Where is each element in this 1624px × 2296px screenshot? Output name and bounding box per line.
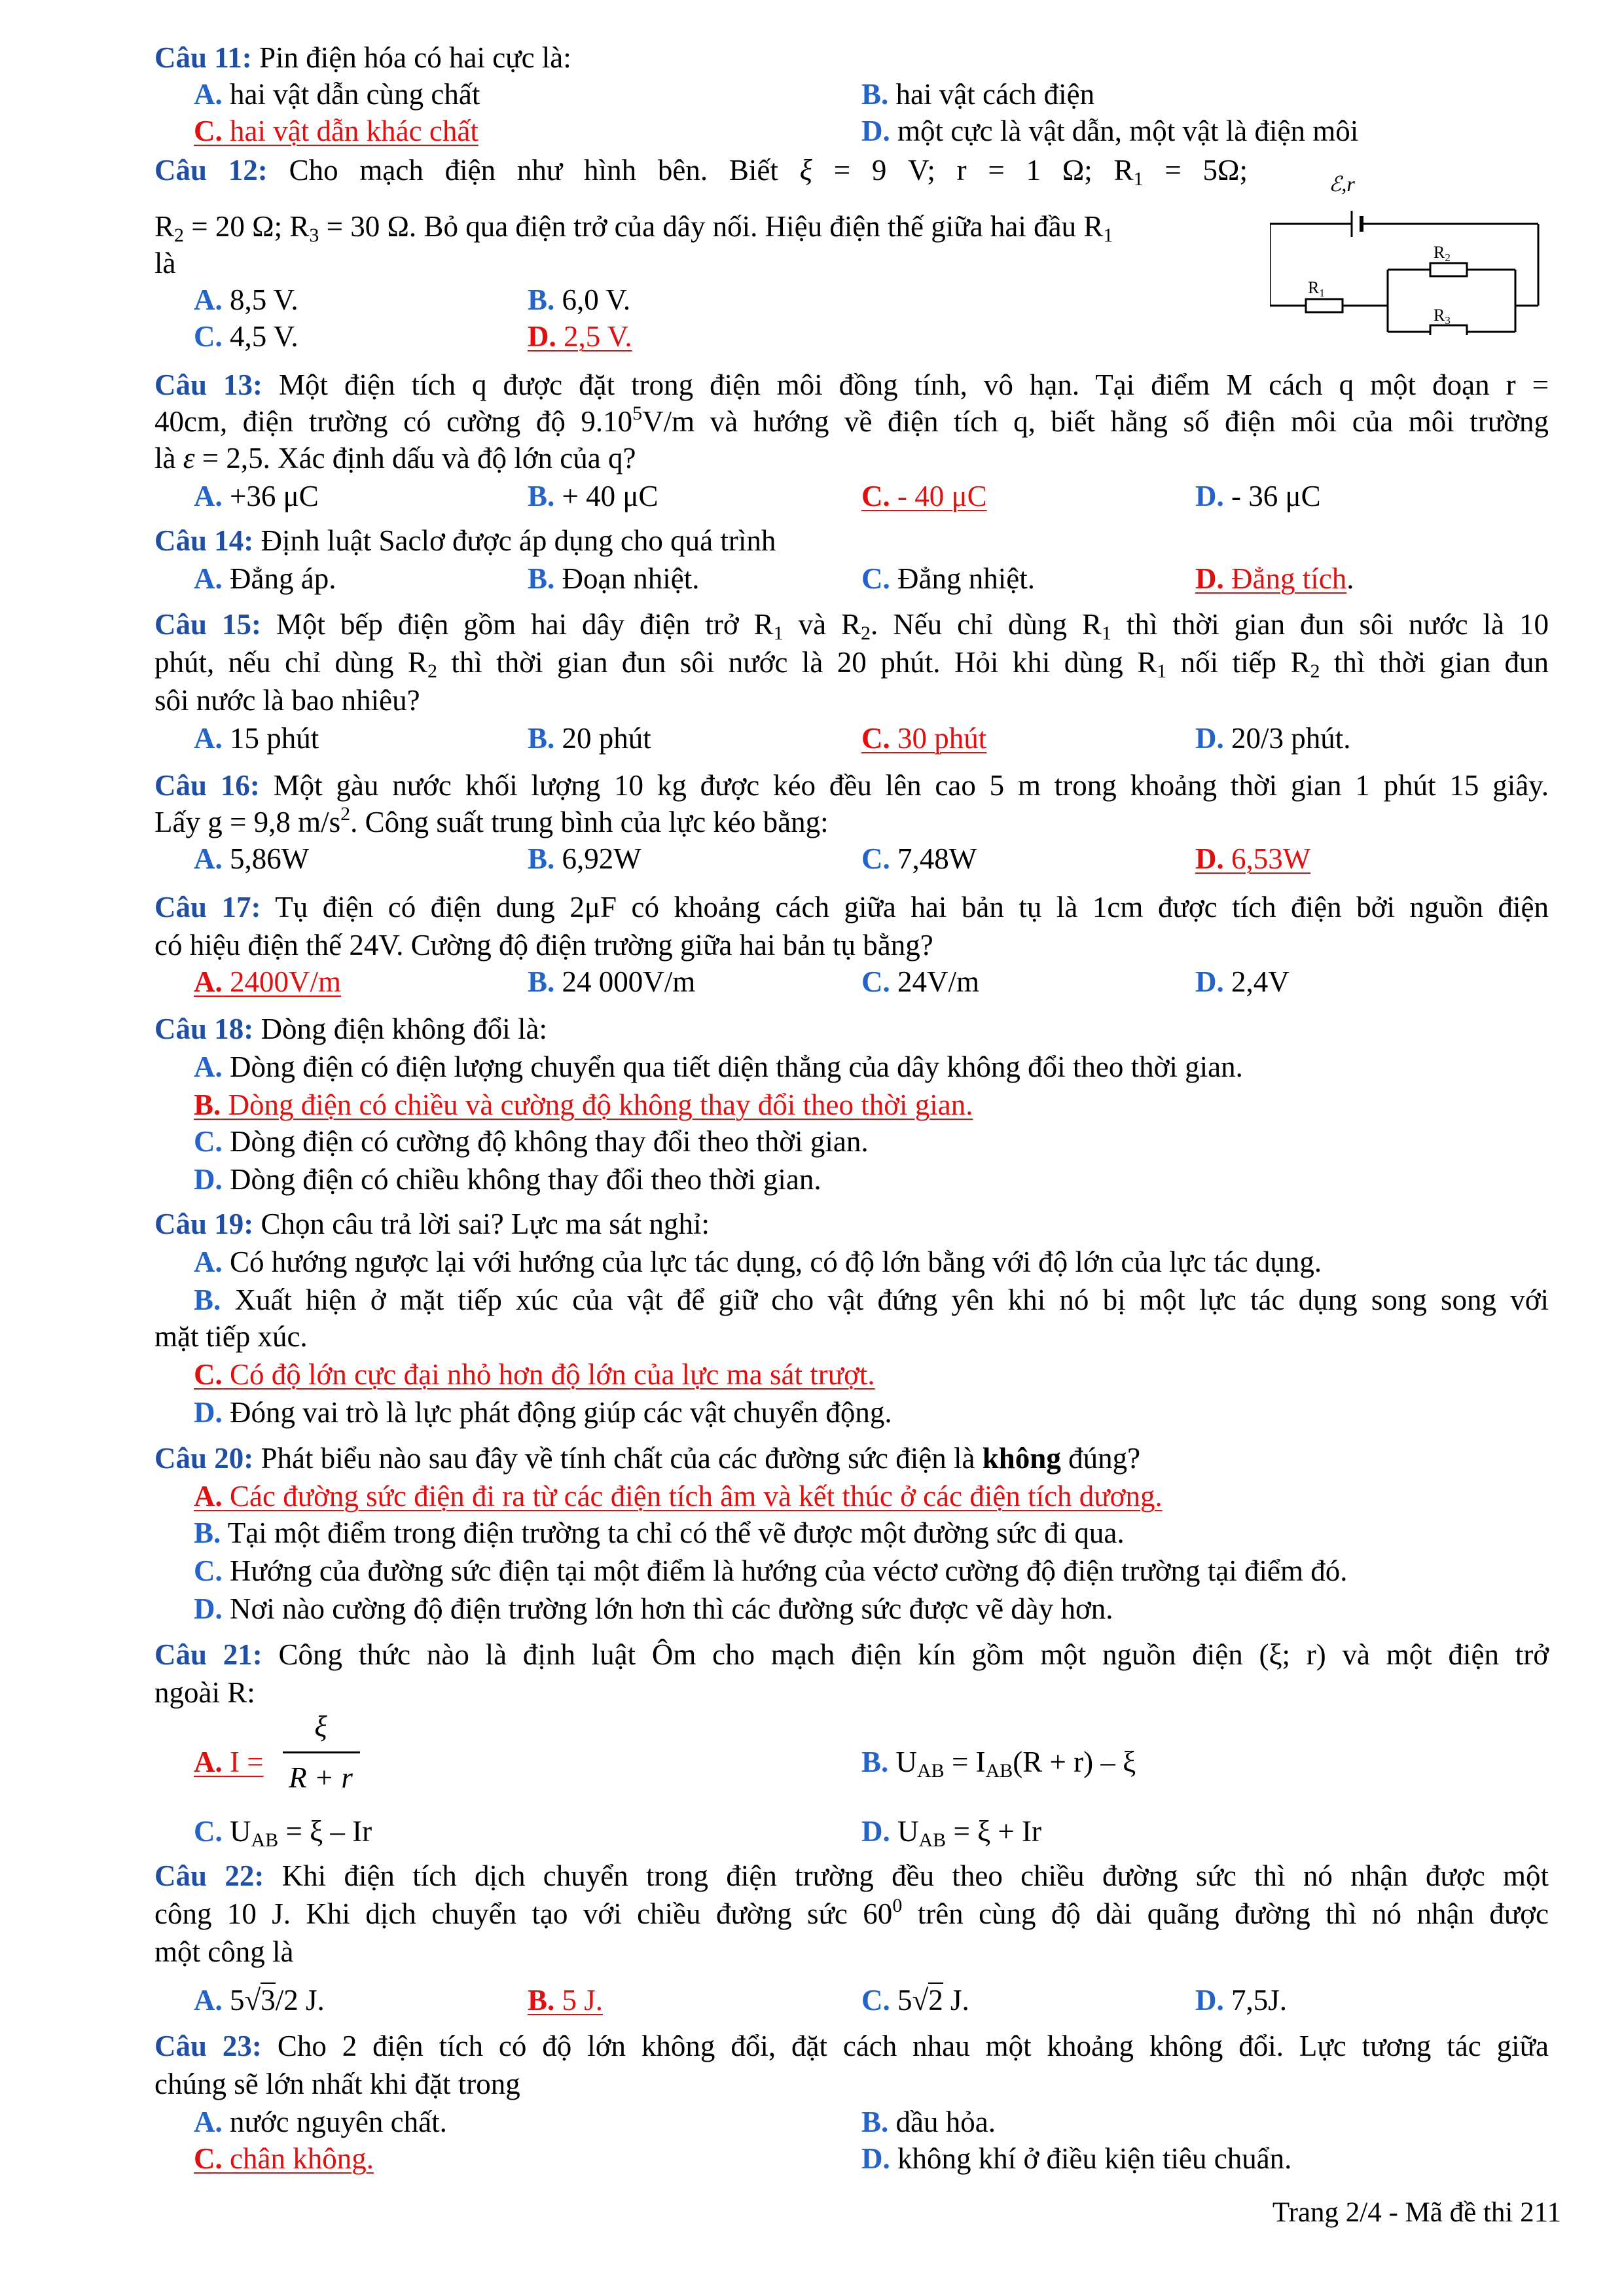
resistor-r2 — [1430, 263, 1467, 276]
option-text: chân không. — [222, 2142, 374, 2175]
option-letter: A. — [194, 722, 223, 755]
option-text: 20/3 phút. — [1223, 722, 1351, 755]
option-text: 7,5J. — [1223, 1984, 1288, 2017]
option-text: 4,5 V. — [222, 320, 298, 353]
option-text: U — [888, 1746, 918, 1778]
option-letter: D. — [194, 1592, 223, 1625]
option-letter: A. — [194, 1746, 223, 1778]
option-letter: B. — [528, 1984, 555, 2017]
question-text: Pin điện hóa có hai cực là: — [251, 41, 571, 74]
option-d[interactable] — [861, 2140, 1291, 2177]
subscript: 2 — [1310, 660, 1320, 682]
question-15-line2 — [154, 644, 1549, 681]
subscript: 1 — [1157, 660, 1167, 682]
question-17 — [154, 889, 1549, 925]
option-d[interactable] — [194, 1161, 821, 1198]
question-text: Dòng điện không đổi là: — [253, 1013, 547, 1045]
option-letter: B. — [194, 1088, 221, 1121]
option-a[interactable] — [194, 1982, 325, 2018]
option-c[interactable] — [861, 560, 1035, 597]
question-17-line2 — [154, 927, 933, 963]
option-letter: C. — [194, 1358, 223, 1391]
question-20 — [154, 1440, 1140, 1477]
option-letter: C. — [861, 480, 890, 512]
option-letter: D. — [528, 320, 556, 353]
question-text: Lấy g = 9,8 m/s — [154, 806, 341, 838]
option-text: = I — [944, 1746, 986, 1778]
option-letter: A. — [194, 562, 223, 595]
option-letter: B. — [528, 722, 555, 755]
option-letter: B. — [528, 965, 555, 998]
option-b[interactable] — [861, 76, 1094, 113]
option-a[interactable] — [194, 478, 319, 514]
option-text: 5 — [222, 1984, 245, 2017]
option-d-correct[interactable] — [1195, 560, 1354, 597]
question-number: Câu 11: — [154, 41, 252, 74]
option-letter: A. — [194, 1050, 223, 1083]
option-b-correct[interactable] — [528, 1982, 603, 2018]
option-letter: A. — [194, 1480, 223, 1513]
option-text: 2,5 V. — [556, 320, 632, 353]
fraction-bar — [283, 1751, 360, 1753]
option-text: không khí ở điều kiện tiêu chuẩn. — [890, 2142, 1292, 2175]
option-text: Tại một điểm trong điện trường ta chỉ có thể vẽ được một đường sức đi qua. — [221, 1516, 1125, 1549]
option-letter: B. — [528, 480, 555, 512]
option-text: U — [222, 1815, 251, 1848]
option-c-correct[interactable] — [861, 720, 986, 757]
option-letter: A. — [194, 283, 223, 316]
option-letter: C. — [861, 1984, 890, 2017]
option-a[interactable] — [194, 76, 480, 113]
option-text: + 40 μC — [554, 480, 659, 512]
option-c-correct[interactable] — [194, 2140, 374, 2177]
resistor-r1 — [1306, 299, 1343, 312]
question-text: R — [154, 210, 175, 243]
option-text: /2 J. — [275, 1984, 325, 2017]
option-b[interactable] — [528, 963, 695, 1000]
question-text: sôi nước là bao nhiêu? — [154, 684, 420, 717]
option-text: (R + r) – ξ — [1013, 1746, 1136, 1778]
question-text: là — [154, 247, 176, 279]
question-text: nối tiếp R — [1166, 646, 1310, 679]
option-letter: A. — [194, 78, 223, 111]
question-text: là — [154, 442, 183, 475]
option-letter: C. — [861, 842, 890, 875]
option-text: hai vật dẫn cùng chất — [222, 78, 480, 111]
option-text: 5 — [890, 1984, 912, 2017]
option-a[interactable] — [194, 2104, 447, 2140]
option-text: mặt tiếp xúc. — [154, 1320, 308, 1353]
superscript: 2 — [340, 803, 351, 825]
question-text: chúng sẽ lớn nhất khi đặt trong — [154, 2068, 520, 2100]
question-text: đúng? — [1060, 1442, 1141, 1475]
option-text: I = — [222, 1746, 264, 1778]
option-d[interactable] — [1195, 963, 1290, 1000]
option-a[interactable] — [194, 281, 298, 318]
option-letter: D. — [1195, 480, 1224, 512]
option-text: Các đường sức điện đi ra từ các điện tích âm và kết thúc ở các điện tích dương. — [222, 1480, 1163, 1513]
option-letter: B. — [194, 1516, 221, 1549]
option-letter: A. — [194, 2106, 223, 2138]
subscript: AB — [985, 1760, 1013, 1782]
radicand: 2 — [928, 1984, 943, 2017]
option-text: hai vật dẫn khác chất — [222, 115, 478, 147]
option-d[interactable] — [1195, 478, 1321, 514]
question-text: = 20 Ω; R — [184, 210, 310, 243]
option-text: 2400V/m — [222, 965, 342, 998]
question-19 — [154, 1206, 710, 1242]
option-text: một cực là vật dẫn, một vật là điện môi — [890, 115, 1359, 147]
option-letter: B. — [194, 1283, 221, 1316]
question-text: Khi điện tích dịch chuyển trong điện trường đều theo chiều đường sức thì nó nhận được một — [264, 1859, 1549, 1892]
option-letter: B. — [861, 1746, 889, 1778]
option-b[interactable] — [194, 1282, 1549, 1318]
option-text: Dòng điện có điện lượng chuyển qua tiết diện thẳng của dây không đổi theo thời gian. — [222, 1050, 1243, 1083]
option-letter: B. — [861, 78, 889, 111]
question-text: thì thời gian đun — [1320, 646, 1549, 679]
r3-label: R3 — [1434, 306, 1451, 327]
question-21 — [154, 1636, 1549, 1673]
question-23 — [154, 2028, 1549, 2064]
option-text: Đẳng tích — [1223, 562, 1347, 595]
option-text: 5,86W — [222, 842, 310, 875]
option-letter: A. — [194, 480, 223, 512]
option-text: - 40 μC — [890, 480, 987, 512]
question-text: . Nếu chỉ dùng R — [871, 608, 1102, 641]
question-text: = 30 Ω. Bỏ qua điện trở của dây nối. Hiệu điện thế giữa hai đầu R — [319, 210, 1104, 243]
question-text: Tụ điện có điện dung 2μF có khoảng cách giữa hai bản tụ là 1cm được tích điện bởi nguồn điện — [261, 891, 1549, 924]
option-letter: C. — [861, 722, 890, 755]
option-text: 24 000V/m — [554, 965, 696, 998]
question-23-line2 — [154, 2066, 520, 2102]
r1-label: R1 — [1308, 278, 1325, 299]
option-c[interactable] — [194, 1123, 869, 1160]
option-d-correct[interactable] — [1195, 840, 1310, 877]
option-text: 2,4V — [1223, 965, 1290, 998]
question-text: V/m và hướng về điện tích q, biết hằng số điện môi của môi trường — [642, 405, 1549, 438]
option-letter: D. — [861, 1815, 890, 1848]
option-text: 20 phút — [554, 722, 651, 755]
question-14 — [154, 522, 776, 559]
question-16-line2 — [154, 804, 829, 840]
option-c[interactable] — [861, 1982, 969, 2018]
question-text: Cho mạch điện như hình bên. Biết — [267, 154, 800, 187]
question-number: Câu 14: — [154, 524, 254, 557]
question-13-line2 — [154, 403, 1549, 440]
subscript: 2 — [174, 224, 185, 246]
option-letter: A. — [194, 965, 223, 998]
option-letter: C. — [194, 2142, 223, 2175]
option-c[interactable] — [194, 1552, 1348, 1589]
option-text: 7,48W — [890, 842, 977, 875]
question-text-bold: không — [982, 1442, 1061, 1475]
option-c-correct[interactable] — [861, 478, 987, 514]
subscript: 2 — [427, 660, 437, 682]
option-text: J. — [943, 1984, 969, 2017]
option-text: - 36 μC — [1223, 480, 1321, 512]
question-18 — [154, 1011, 547, 1047]
fraction-denominator: R + r — [289, 1761, 353, 1794]
question-text: Một gàu nước khối lượng 10 kg được kéo đều lên cao 5 m trong khoảng thời gian 1 phút 15 giây. — [259, 769, 1549, 802]
option-text: Đẳng nhiệt. — [890, 562, 1035, 595]
option-text: U — [890, 1815, 919, 1848]
resistor-r3 — [1430, 325, 1467, 335]
option-text: Hướng của đường sức điện tại một điểm là hướng của véctơ cường độ điện trường tại điểm đó. — [222, 1554, 1348, 1587]
option-text: = ξ + Ir — [946, 1815, 1041, 1848]
question-text: Một điện tích q được đặt trong điện môi đồng tính, vô hạn. Tại điểm M cách q một đoạn r = — [262, 368, 1549, 401]
r2-label: R2 — [1434, 243, 1451, 264]
option-text: Nơi nào cường độ điện trường lớn hơn thì các đường sức được vẽ dày hơn. — [222, 1592, 1113, 1625]
option-d-correct[interactable] — [528, 318, 632, 355]
option-d[interactable] — [1195, 720, 1351, 757]
option-a[interactable] — [194, 1049, 1243, 1085]
option-text: Đẳng áp. — [222, 562, 336, 595]
option-a-correct[interactable] — [194, 1478, 1163, 1515]
radicand: 3 — [261, 1984, 276, 2017]
fraction-numerator: ξ — [314, 1710, 327, 1743]
question-number: Câu 20: — [154, 1442, 254, 1475]
option-text: Có hướng ngược lại với hướng của lực tác dụng, có độ lớn bằng với độ lớn của lực tác dụng. — [222, 1246, 1322, 1278]
question-text: = 9 V; r = 1 Ω; R — [812, 154, 1134, 187]
option-text: 6,92W — [554, 842, 641, 875]
source-label: ℰ,r — [1329, 172, 1355, 196]
option-b-continued — [154, 1318, 308, 1355]
question-22-line3 — [154, 1933, 293, 1970]
option-letter: D. — [861, 115, 890, 147]
option-text: Đoạn nhiệt. — [554, 562, 700, 595]
question-15-line3 — [154, 682, 420, 719]
question-number: Câu 12: — [154, 154, 268, 187]
option-b[interactable] — [528, 478, 659, 514]
question-number: Câu 15: — [154, 608, 261, 641]
option-letter: D. — [194, 1163, 223, 1196]
subscript: AB — [917, 1760, 945, 1782]
option-text: = ξ – Ir — [278, 1815, 372, 1848]
subscript: AB — [251, 1829, 279, 1851]
question-text: một công là — [154, 1935, 294, 1968]
option-letter: A. — [194, 1246, 223, 1278]
option-letter: B. — [528, 562, 555, 595]
sqrt-icon: √ — [244, 1984, 261, 2017]
question-number: Câu 21: — [154, 1638, 262, 1671]
option-a[interactable] — [194, 720, 319, 757]
option-a[interactable] — [194, 560, 336, 597]
option-text: dầu hỏa. — [888, 2106, 996, 2138]
question-22 — [154, 1857, 1549, 1894]
option-text: 30 phút — [890, 722, 987, 755]
subscript: 2 — [861, 622, 871, 644]
option-letter: B. — [528, 842, 555, 875]
question-13 — [154, 367, 1549, 403]
option-b[interactable] — [861, 1744, 1136, 1780]
question-16 — [154, 767, 1549, 804]
option-text: Dòng điện có chiều và cường độ không thay đổi theo thời gian. — [221, 1088, 973, 1121]
option-a-correct[interactable] — [194, 1744, 264, 1780]
question-text: = 5Ω; — [1143, 154, 1248, 187]
option-d[interactable] — [1195, 1982, 1287, 2018]
question-text: thì thời gian đun sôi nước là 10 — [1111, 608, 1549, 641]
option-d[interactable] — [861, 113, 1358, 149]
question-text: . Công suất trung bình của lực kéo bằng: — [350, 806, 829, 838]
option-letter: C. — [861, 965, 890, 998]
subscript: 1 — [773, 622, 784, 644]
option-b[interactable] — [528, 281, 630, 318]
question-13-line3 — [154, 440, 636, 476]
option-letter: D. — [1195, 1984, 1224, 2017]
question-text: và R — [783, 608, 861, 641]
question-text: Phát biểu nào sau đây về tính chất của các đường sức điện là — [253, 1442, 983, 1475]
option-text: Dòng điện có chiều không thay đổi theo thời gian. — [222, 1163, 821, 1196]
option-c-correct[interactable] — [194, 1356, 875, 1393]
option-text: Xuất hiện ở mặt tiếp xúc của vật để giữ cho vật đứng yên khi nó bị một lực tác dụng song song với — [221, 1283, 1549, 1316]
question-text: trên cùng độ dài quãng đường thì nó nhận được — [902, 1897, 1549, 1930]
circuit-diagram — [1270, 171, 1578, 335]
question-number: Câu 22: — [154, 1859, 264, 1892]
option-a-correct[interactable] — [194, 963, 341, 1000]
epsilon-symbol: ε — [183, 442, 195, 475]
option-c[interactable] — [194, 1813, 372, 1850]
superscript: 0 — [892, 1895, 903, 1916]
subscript: 1 — [1133, 168, 1144, 190]
option-text: 5 J. — [554, 1984, 604, 2017]
question-text: Công thức nào là định luật Ôm cho mạch điện kín gồm một nguồn điện (ξ; r) và một điện trở — [262, 1638, 1549, 1671]
option-letter: B. — [861, 2106, 889, 2138]
question-number: Câu 19: — [154, 1208, 254, 1240]
question-text: Định luật Saclơ được áp dụng cho quá trình — [253, 524, 776, 557]
option-text: Dòng điện có cường độ không thay đổi theo thời gian. — [222, 1125, 869, 1158]
option-c-correct[interactable] — [194, 113, 478, 149]
option-text-tail: . — [1346, 562, 1354, 595]
option-letter: D. — [1195, 562, 1224, 595]
question-text: = 2,5. Xác định dấu và độ lớn của q? — [194, 442, 636, 475]
option-letter: B. — [528, 283, 555, 316]
option-letter: C. — [194, 1125, 223, 1158]
subscript: AB — [918, 1829, 947, 1851]
option-b-correct[interactable] — [194, 1086, 973, 1123]
option-text: 6,53W — [1223, 842, 1311, 875]
question-text: Cho 2 điện tích có độ lớn không đổi, đặt cách nhau một khoảng không đổi. Lực tương tác giữa — [261, 2030, 1549, 2062]
option-text: 8,5 V. — [222, 283, 298, 316]
question-22-line2 — [154, 1895, 1549, 1932]
option-b[interactable] — [194, 1515, 1125, 1551]
option-c[interactable] — [861, 840, 977, 877]
option-letter: C. — [194, 1815, 223, 1848]
option-text: 6,0 V. — [554, 283, 631, 316]
option-text: Đóng vai trò là lực phát động giúp các vật chuyển động. — [222, 1396, 892, 1429]
subscript: 1 — [1103, 224, 1113, 246]
page-footer: Trang 2/4 - Mã đề thi 211 — [1272, 2197, 1561, 2228]
option-text: nước nguyên chất. — [222, 2106, 447, 2138]
option-text: Có độ lớn cực đại nhỏ hơn độ lớn của lực ma sát trượt. — [222, 1358, 875, 1391]
option-letter: D. — [1195, 722, 1224, 755]
option-letter: D. — [1195, 842, 1224, 875]
option-text: 24V/m — [890, 965, 980, 998]
option-text: hai vật cách điện — [888, 78, 1095, 111]
option-letter: C. — [194, 115, 223, 147]
subscript: 1 — [1102, 622, 1111, 644]
option-letter: D. — [194, 1396, 223, 1429]
option-b[interactable] — [528, 560, 699, 597]
question-11 — [154, 39, 571, 76]
option-letter: D. — [861, 2142, 890, 2175]
option-letter: C. — [861, 562, 890, 595]
question-text: có hiệu điện thế 24V. Cường độ điện trường giữa hai bản tụ bằng? — [154, 929, 933, 961]
question-text: Một bếp điện gồm hai dây điện trở R — [261, 608, 774, 641]
option-c[interactable] — [194, 318, 298, 355]
option-letter: A. — [194, 842, 223, 875]
question-text: phút, nếu chỉ dùng R — [154, 646, 427, 679]
question-12-line2 — [154, 208, 1113, 245]
question-15 — [154, 606, 1549, 643]
question-number: Câu 13: — [154, 368, 263, 401]
question-text: thì thời gian đun sôi nước là 20 phút. Hỏi khi dùng R — [437, 646, 1157, 679]
question-text: 40cm, điện trường có cường độ 9.10 — [154, 405, 633, 438]
option-letter: D. — [1195, 965, 1224, 998]
option-text: +36 μC — [222, 480, 319, 512]
option-a[interactable] — [194, 1244, 1322, 1280]
question-number: Câu 16: — [154, 769, 260, 802]
sqrt-icon: √ — [912, 1984, 929, 2017]
option-c[interactable] — [861, 963, 979, 1000]
question-12-line3 — [154, 245, 175, 281]
option-b[interactable] — [528, 840, 641, 877]
option-d[interactable] — [194, 1590, 1113, 1627]
option-b[interactable] — [528, 720, 651, 757]
option-b[interactable] — [861, 2104, 996, 2140]
question-number: Câu 23: — [154, 2030, 262, 2062]
option-letter: A. — [194, 1984, 223, 2017]
question-12 — [154, 152, 1248, 188]
question-number: Câu 17: — [154, 891, 261, 924]
subscript: 3 — [309, 224, 319, 246]
option-letter: C. — [194, 320, 223, 353]
option-a[interactable] — [194, 840, 309, 877]
option-letter: C. — [194, 1554, 223, 1587]
question-21-line2 — [154, 1674, 255, 1711]
question-number: Câu 18: — [154, 1013, 254, 1045]
superscript: 5 — [632, 403, 643, 424]
option-d[interactable] — [861, 1813, 1041, 1850]
question-text: công 10 J. Khi dịch chuyển tạo với chiều đường sức 60 — [154, 1897, 893, 1930]
option-text: 15 phút — [222, 722, 319, 755]
question-text: Chọn câu trả lời sai? Lực ma sát nghỉ: — [253, 1208, 710, 1240]
option-d[interactable] — [194, 1394, 892, 1431]
xi-symbol: ξ — [799, 154, 812, 187]
question-text: ngoài R: — [154, 1676, 255, 1709]
